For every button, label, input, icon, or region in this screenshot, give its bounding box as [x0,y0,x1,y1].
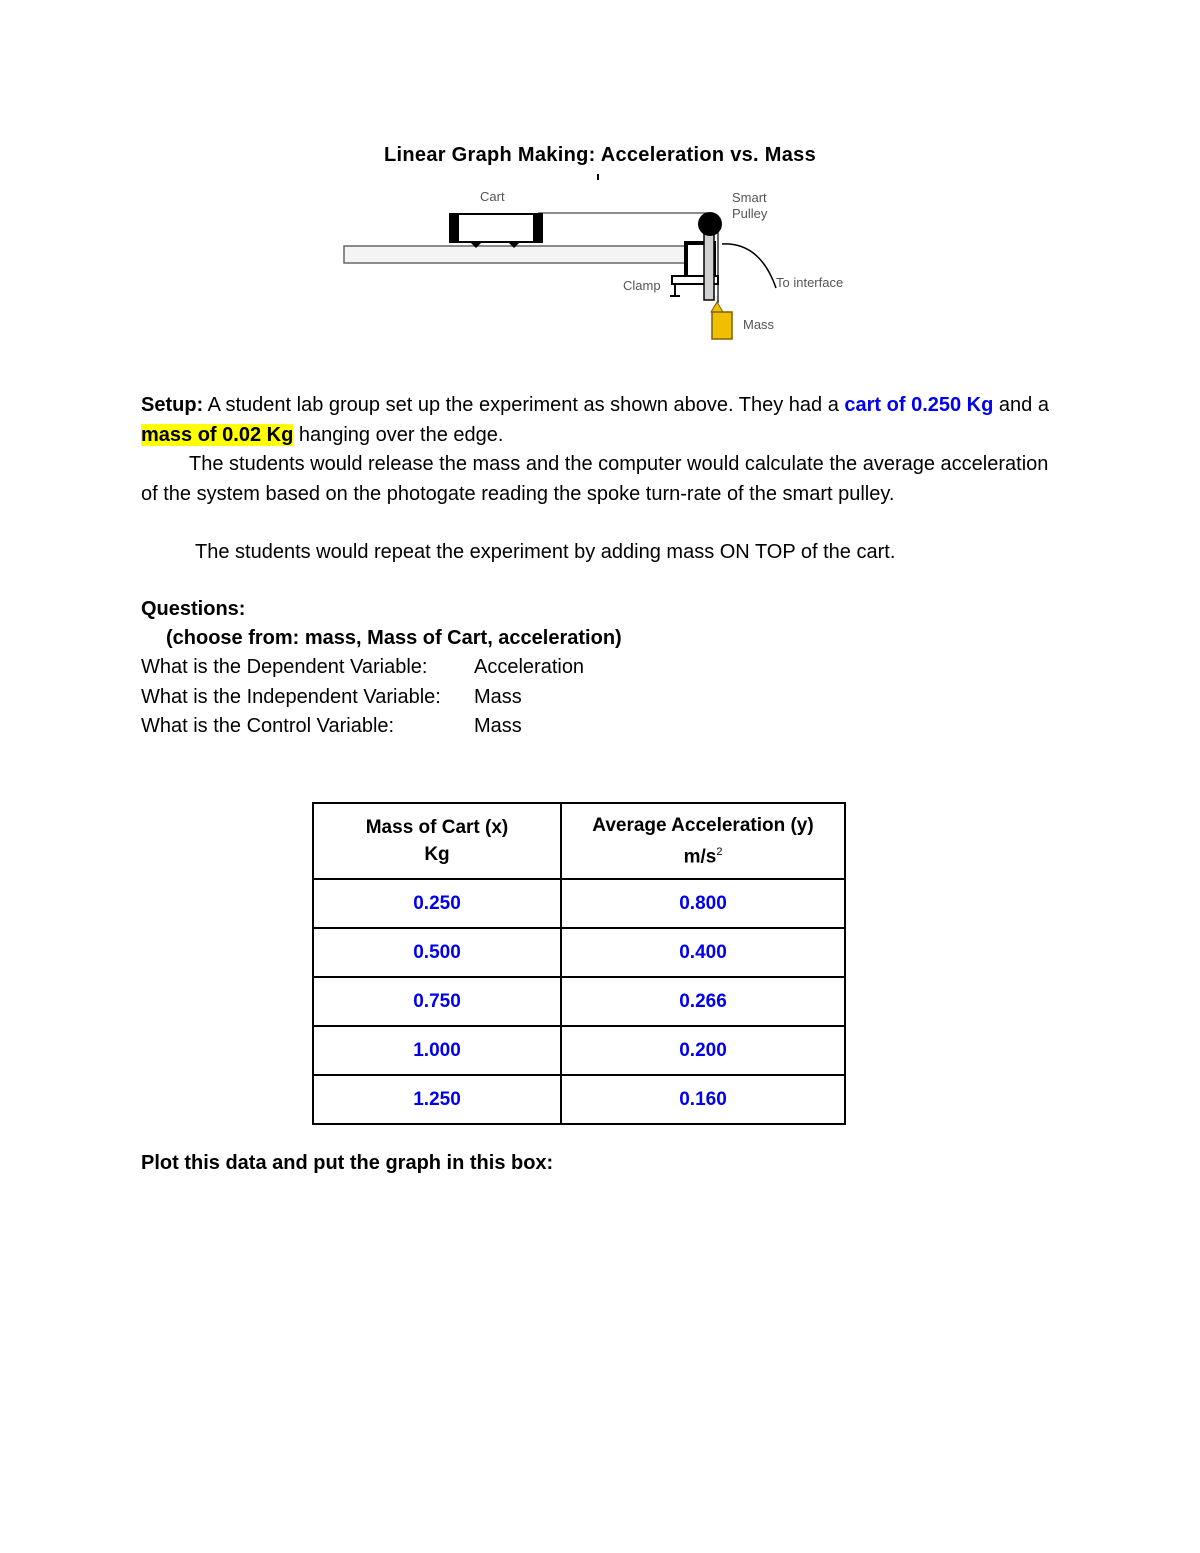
hanging-mass [711,302,732,339]
mass-cell: 0.500 [313,928,561,977]
experiment-diagram [330,182,870,352]
table-row [313,1075,845,1124]
mass-cell: 1.000 [313,1026,561,1075]
table-row [313,977,845,1026]
acceleration-cell: 0.200 [561,1026,845,1075]
header-average-acceleration: Average Acceleration (y) $m/s^2$ [561,803,845,879]
independent-variable-question: What is the Independent Variable: [141,686,441,708]
dependent-variable-answer: Acceleration [474,656,585,678]
dependent-variable-question: What is the Dependent Variable: [141,656,428,678]
header-mass-of-cart: Mass of Cart (x) Kg [313,803,561,879]
mass-cell: 1.250 [313,1075,561,1124]
plot-instruction: Plot this data and put the graph in this box: [141,1152,554,1174]
acceleration-cell: 0.266 [561,977,845,1026]
table-row [313,928,845,977]
setup-paragraph: Setup: A student lab group set up the experiment as shown above. They had a cart of 0.250 Kg and a mass of 0.02 Kg hanging over the edge. [141,394,1049,446]
pulley-label-1: Smart [732,190,767,205]
cart-mass-highlight: cart of 0.250 Kg [844,394,994,416]
questions-heading: Questions: [141,598,246,620]
clamp-label: Clamp [623,278,661,293]
mass-cell: 0.250 [313,879,561,928]
cart [450,214,542,248]
questions-choices: (choose from: mass, Mass of Cart, acceleration) [166,627,622,649]
pulley-label-2: Pulley [732,206,768,221]
page-title: Linear Graph Making: Acceleration vs. Mass [384,144,816,166]
mass-label: Mass [743,317,775,332]
acceleration-cell: 0.400 [561,928,845,977]
table-row [313,879,845,928]
acceleration-cell: 0.800 [561,879,845,928]
track [344,246,700,263]
table-row [313,1026,845,1075]
setup-paragraph-3: The students would repeat the experiment by adding mass ON TOP of the cart. [195,541,896,563]
title-tick-mark [597,174,599,180]
interface-cable [722,244,776,288]
hanging-mass-highlight: mass of 0.02 Kg [141,423,294,446]
data-table [312,802,846,1125]
control-variable-answer: Mass [474,715,522,737]
table-header-row [313,803,845,879]
independent-variable-answer: Mass [474,686,522,708]
control-variable-question: What is the Control Variable: [141,715,395,737]
interface-label: To interface [776,275,844,290]
setup-paragraph-2: The students would release the mass and the computer would calculate the average acceleration of the system based on the photogate reading the spoke turn-rate of the smart pulley. [141,453,1049,505]
mass-cell: 0.750 [313,977,561,1026]
setup-label: Setup: [141,394,204,416]
acceleration-cell: 0.160 [561,1075,845,1124]
cart-label: Cart [480,189,505,204]
